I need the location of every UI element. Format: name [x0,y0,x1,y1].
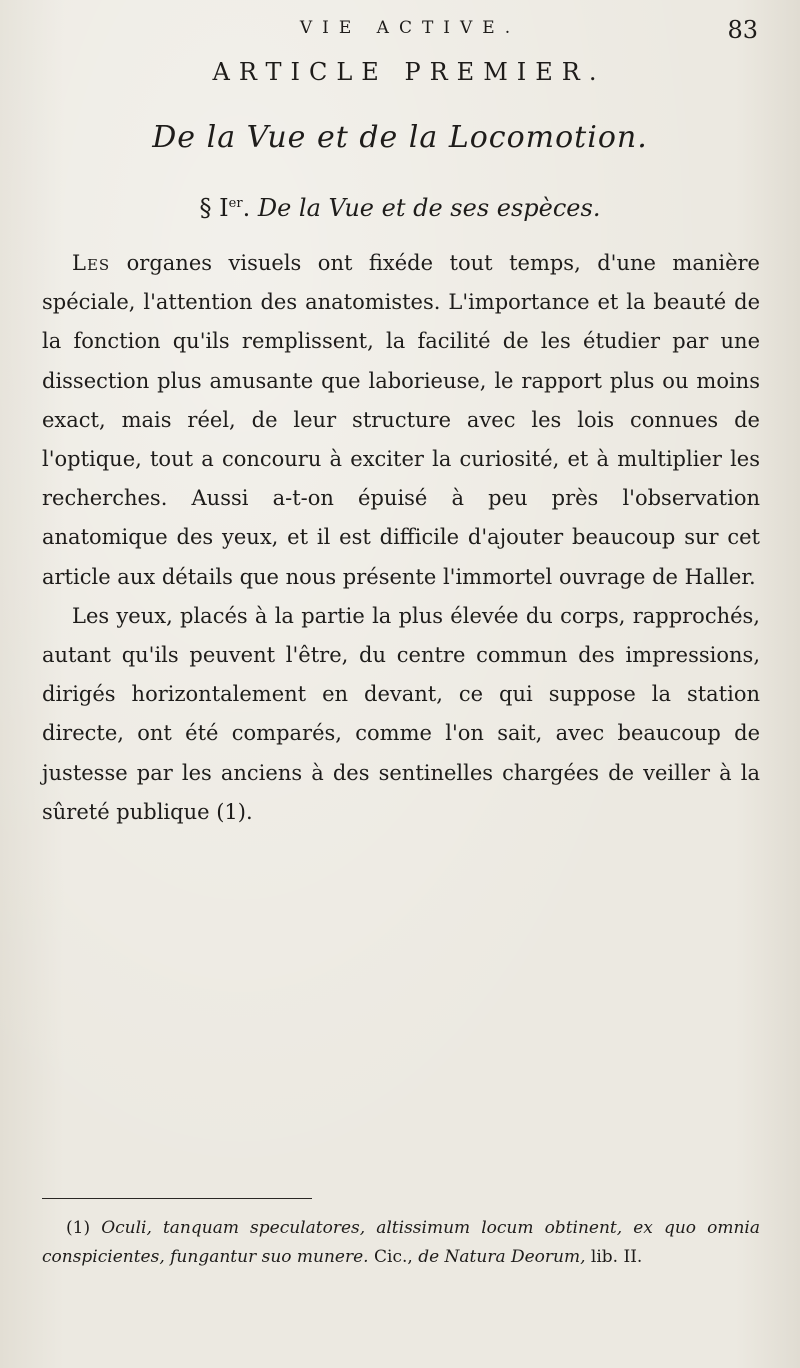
footnote-latin: Oculi, tanquam speculatores, altissimum locum obtinent, ex quo omnia conspicientes, fungantur suo munere. [42,1218,760,1267]
section-mark: § [199,194,212,222]
footnote [42,1214,760,1272]
footnote-source-prefix: Cic., [374,1247,413,1267]
section-heading: De la Vue et de ses espèces. [257,194,601,222]
chapter-title: De la Vue et de la Locomotion. [152,120,648,155]
paragraph-1-lead: Les [72,251,111,275]
body-text [42,244,760,832]
footnote-marker: (1) [66,1218,91,1238]
footnote-rule [42,1198,312,1199]
section-number-sup: er [228,196,243,211]
section-number-value: I [219,194,229,222]
paragraph-2 [42,597,760,832]
paragraph-1 [42,244,760,597]
article-title: ARTICLE PREMIER. [212,58,606,86]
footnote-source-suffix: lib. II. [590,1247,643,1267]
paragraph-2-text: Les yeux, placés à la partie la plus élevée du corps, rapprochés, autant qu'ils peuvent l'être, du centre commun des impressions, dirigés horizontalement en devant, ce qui suppose la station directe, ont été comparés, comme l'on sait, avec beaucoup de justesse par les anciens à des sentinelles chargées de veiller à la sûreté publique (1). [42,603,760,824]
section-number: Ier. [219,194,251,222]
running-title: VIE ACTIVE. [299,18,521,38]
running-head [0,12,800,46]
section-title [0,194,800,222]
paragraph-1-text: organes visuels ont fixéde tout temps, d'une manière spéciale, l'attention des anatomistes. L'importance et la beauté de la fonction qu'ils remplissent, la facilité de les étudier par une dissection plus amusante que laborieuse, le rapport plus ou moins exact, mais réel, de leur structure avec les lois connues de l'optique, tout a concouru à exciter la curiosité, et à multiplier les recherches. Aussi a-t-on épuisé à peu près l'observation anatomique des yeux, et il est difficile d'ajouter beaucoup sur cet article aux détails que nous présente l'immortel ouvrage de Haller. [42,251,760,589]
footnote-text [42,1214,760,1272]
page-number: 83 [727,16,758,44]
footnote-source-title: de Natura Deorum, [418,1247,586,1267]
